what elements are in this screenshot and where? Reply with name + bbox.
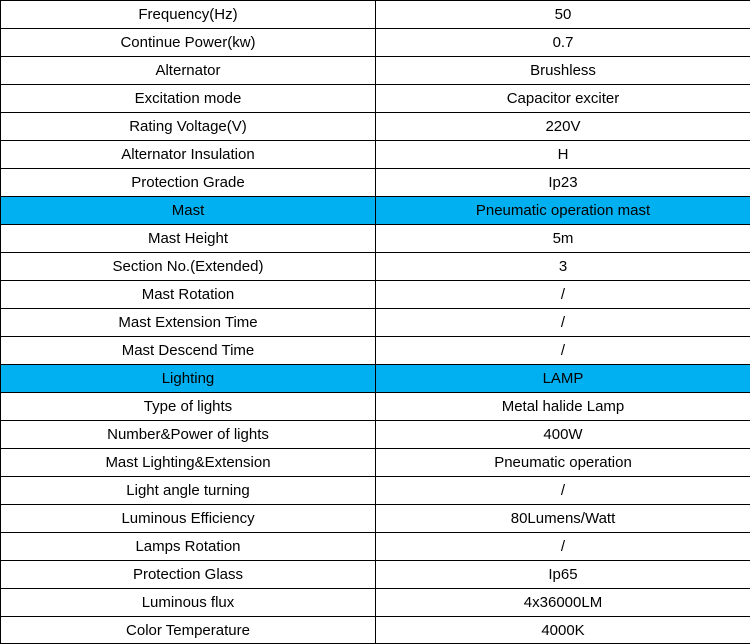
spec-label-cell: Alternator Insulation <box>1 141 376 169</box>
spec-value-cell: 4000K <box>376 617 750 644</box>
section-header-value: LAMP <box>376 365 750 393</box>
spec-value-cell: Ip23 <box>376 169 750 197</box>
spec-value-cell: 5m <box>376 225 750 253</box>
spec-value-cell: 400W <box>376 421 750 449</box>
spec-label-cell: Mast Height <box>1 225 376 253</box>
spec-value-cell: 0.7 <box>376 29 750 57</box>
spec-label-cell: Color Temperature <box>1 617 376 644</box>
spec-value-cell: / <box>376 477 750 505</box>
spec-value-cell: 4x36000LM <box>376 589 750 617</box>
spec-label-cell: Continue Power(kw) <box>1 29 376 57</box>
spec-label-cell: Luminous flux <box>1 589 376 617</box>
spec-label-cell: Type of lights <box>1 393 376 421</box>
table-row <box>1 281 750 309</box>
spec-value-cell: 80Lumens/Watt <box>376 505 750 533</box>
table-row <box>1 1 750 29</box>
spec-label-cell: Section No.(Extended) <box>1 253 376 281</box>
table-row <box>1 337 750 365</box>
spec-label-cell: Light angle turning <box>1 477 376 505</box>
section-header-row <box>1 365 750 393</box>
spec-value-cell: 3 <box>376 253 750 281</box>
spec-label-cell: Alternator <box>1 57 376 85</box>
spec-label-cell: Number&Power of lights <box>1 421 376 449</box>
spec-label-cell: Mast Extension Time <box>1 309 376 337</box>
table-row <box>1 617 750 644</box>
section-header-label: Mast <box>1 197 376 225</box>
table-row <box>1 589 750 617</box>
spec-value-cell: Ip65 <box>376 561 750 589</box>
table-row <box>1 169 750 197</box>
spec-value-cell: / <box>376 309 750 337</box>
spec-label-cell: Luminous Efficiency <box>1 505 376 533</box>
spec-label-cell: Mast Descend Time <box>1 337 376 365</box>
table-row <box>1 561 750 589</box>
table-row <box>1 57 750 85</box>
spec-value-cell: / <box>376 337 750 365</box>
spec-value-cell: / <box>376 533 750 561</box>
spec-label-cell: Excitation mode <box>1 85 376 113</box>
table-row <box>1 533 750 561</box>
table-row <box>1 309 750 337</box>
table-row <box>1 253 750 281</box>
table-row <box>1 113 750 141</box>
section-header-label: Lighting <box>1 365 376 393</box>
spec-value-cell: Pneumatic operation <box>376 449 750 477</box>
table-row <box>1 477 750 505</box>
table-row <box>1 85 750 113</box>
section-header-value: Pneumatic operation mast <box>376 197 750 225</box>
spec-value-cell: 220V <box>376 113 750 141</box>
table-row <box>1 393 750 421</box>
spec-label-cell: Frequency(Hz) <box>1 1 376 29</box>
spec-label-cell: Lamps Rotation <box>1 533 376 561</box>
spec-value-cell: 50 <box>376 1 750 29</box>
table-row <box>1 225 750 253</box>
spec-value-cell: Brushless <box>376 57 750 85</box>
spec-value-cell: Metal halide Lamp <box>376 393 750 421</box>
spec-value-cell: H <box>376 141 750 169</box>
table-row <box>1 449 750 477</box>
table-row <box>1 29 750 57</box>
spec-label-cell: Rating Voltage(V) <box>1 113 376 141</box>
spec-value-cell: / <box>376 281 750 309</box>
spec-value-cell: Capacitor exciter <box>376 85 750 113</box>
spec-label-cell: Mast Lighting&Extension <box>1 449 376 477</box>
table-row <box>1 141 750 169</box>
table-row <box>1 505 750 533</box>
spec-label-cell: Protection Glass <box>1 561 376 589</box>
spec-label-cell: Protection Grade <box>1 169 376 197</box>
spec-table-body <box>1 1 750 644</box>
spec-label-cell: Mast Rotation <box>1 281 376 309</box>
table-row <box>1 421 750 449</box>
section-header-row <box>1 197 750 225</box>
